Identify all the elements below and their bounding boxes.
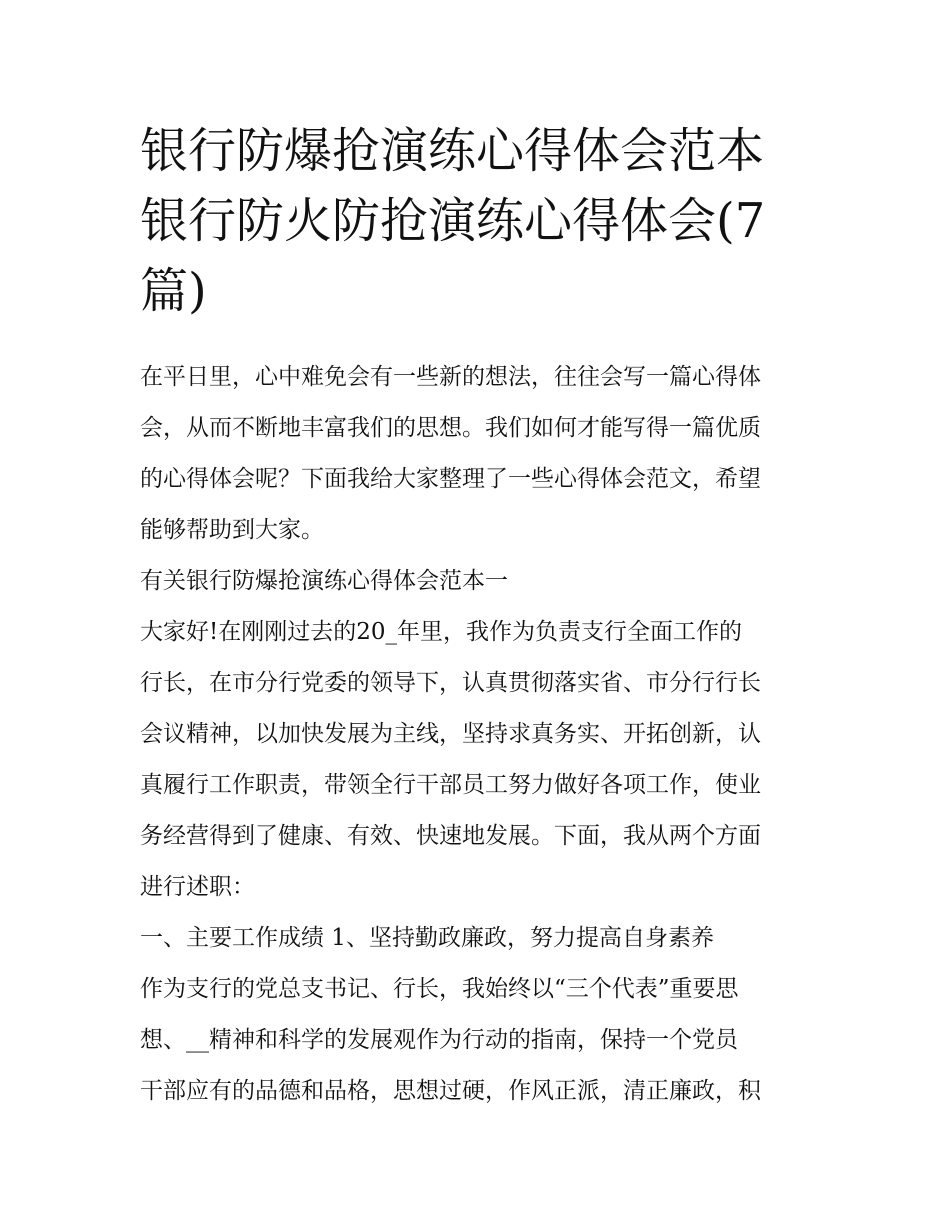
title-line: 银行防爆抢演练心得体会范本 [140, 123, 765, 179]
text-line: 有关银行防爆抢演练心得体会范本一 [140, 568, 508, 594]
body-paragraph [140, 964, 820, 1117]
section-heading [140, 556, 820, 607]
text-line: 的心得体会呢？下面我给大家整理了一些心得体会范文，希望 [140, 466, 761, 492]
text-line: 务经营得到了健康、有效、快速地发展。下面，我从两个方面 [140, 823, 761, 849]
intro-paragraph [140, 352, 820, 556]
document-title [140, 116, 830, 326]
text-line: 进行述职： [140, 874, 255, 900]
text-line: 在平日里，心中难免会有一些新的想法，往往会写一篇心得体 [140, 364, 761, 390]
text-line: 行长，在市分行党委的领导下，认真贯彻落实省、市分行行长 [140, 670, 761, 696]
text-line: 干部应有的品德和品格，思想过硬，作风正派，清正廉政，积 [140, 1078, 761, 1104]
text-line: 一、主要工作成绩 1、坚持勤政廉政，努力提高自身素养 [140, 925, 714, 951]
body-paragraph [140, 607, 820, 913]
text-line: 能够帮助到大家。 [140, 517, 324, 543]
text-line: 会，从而不断地丰富我们的思想。我们如何才能写得一篇优质 [140, 415, 761, 441]
subsection-heading [140, 913, 820, 964]
text-line: 大家好!在刚刚过去的20_年里，我作为负责支行全面工作的 [140, 619, 743, 645]
document-body [140, 352, 820, 1117]
title-line: 篇) [140, 263, 207, 319]
text-line: 会议精神，以加快发展为主线，坚持求真务实、开拓创新，认 [140, 721, 761, 747]
title-line: 银行防火防抢演练心得体会(7 [140, 193, 766, 249]
text-line: 想、__精神和科学的发展观作为行动的指南，保持一个党员 [140, 1027, 738, 1053]
text-line: 作为支行的党总支书记、行长，我始终以“三个代表”重要思 [140, 976, 739, 1002]
text-line: 真履行工作职责，带领全行干部员工努力做好各项工作，使业 [140, 772, 761, 798]
